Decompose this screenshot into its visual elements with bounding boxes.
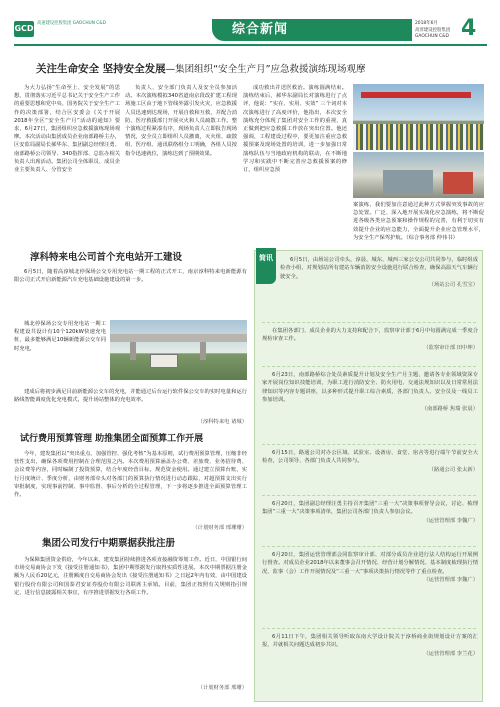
section-title: 综合新闻 [232, 22, 289, 37]
article3-body: 今年，建发集团以“突出重点、加强管控、强化考核”为基本原则，试行费用预算管理，压缩非经营性支出，确保各项费用控制在合理范围之内。本次费用预算涵盖办公费、差旅费、业务招待费、会议费等内容，同时编制了投资预算，结合年度经营目标，规范资金使用。通过建立预算台账，实行月度统计、季度分析，由财务部牵头对各部门的预算执行情况进行动态跟踪，对超预算支出实行审批制度，实现事前控制、事中监督、事后分析的全过程管理，下一步将逐步推进全面预算管理工作。 [14, 451, 247, 499]
article1-col4: 案演练，我们要加注意通过此种方式掌握突发事故的应急处置。广泛、深入地开展实战化应急演练，将不断促进各级各类应急预案和操作规程的完善，有利于切实有效提升企业的应急能力，全面提升企业应急管理水平，为安全生产保驾护航。（综合事务部 仲伟书） [353, 202, 484, 241]
charging-station-photo [110, 320, 247, 380]
article3-source: （计划财务部 邢珊珊） [192, 525, 247, 531]
brief-item-text: 6月23日，南部路桥综合处员素质提升计划及安全生产月主题，邀请各专业领域资深专家开展岗位知识技能培训，为职工进行消防安全、防火用电、交通法规知识以及日常常用法律知识等内容专题讲座，以多种形式提升职工综合素质，各部门负责人、安全员及一线员工参加培训。 [262, 372, 478, 404]
brief-news-tag: 简讯 [256, 248, 276, 284]
brief-item [262, 500, 478, 525]
brief-item-text: 6月20日，集团副总经理汪勇主持召开集团“三重一大”决策事项督导会议，讨论、梳理集团“三重一大”决策事项清单，集团公司各部门负责人参加会议。 [262, 501, 478, 516]
brief-item-source: （南部路桥 焦瑞 张晨） [421, 405, 478, 412]
fire-truck-shape [443, 172, 473, 194]
page-number: 4 [461, 16, 477, 41]
issue-date: 2018年6月 [415, 21, 438, 26]
brief-divider [262, 546, 476, 547]
brief-item [262, 371, 478, 413]
article1-headline [36, 63, 496, 76]
brief-divider [262, 322, 476, 323]
brief-item [262, 327, 478, 352]
bridge-pier-shape [130, 342, 136, 360]
article3-title: 试行费用预算管理 助推集团全面预算工作开展 [20, 434, 204, 444]
logo-caption: 高速建设控股集团 GAOCHUN C&D [37, 21, 106, 26]
bridge-pier-shape-2 [200, 342, 206, 360]
brief-item-source: （运营管理部 李兰花） [423, 650, 478, 657]
brief-item-text: 6月20日，集团运营管理部会同监察审计部、对部分成员企业进行法人结构运行开展例行督查。对成员企业2018年以来董事会召开情况、经营计划分解情况、基本制度梳理执行情况、监事（会）工作开展情况及“三重一大”事项决策执行情况等作了重点检查。 [262, 552, 478, 575]
article1-subtitle: —集团组织“安全生产月”应急救援演练现场观摩 [165, 64, 366, 75]
article1-col3: 成功救出并送医救治。演练圆满结束。演练结束后，郝华东副局长对演练进行了点评，他说：“实在、实用、实效” 三个词对本次演练进行了高度评价，他指出，本次安全演练充分体现了集团对安全工作的重视，真正做到把应急救援工作放在突出位置。他还强调，工程建设过程中，要更加注重应急救援预案及现场处置的培训，进一步加强日常演练队伍与当地政府机构的联动，在不断地学习和实践中不断完善应急救援预案的修订，组织应急预 [243, 85, 347, 174]
article1-col1: 为大力弘扬“生命至上、安全发展”的思想，贯彻落实习近平总书记关于安全生产工作的重要思想和党中央、国务院关于安全生产工作的决策部署，结合区安委会《关于开展2018年全区“安全生产月”活动的通知》要求，6月27日，集团组织应急救援演练现场观摩。本次活动由集团成员企业南部路桥主办，区安监局副局长郝华东、集团副总经理汪勇、南部路桥公司领导、340指挥部、总监办相关负责人出席活动。集团公司全体职员、成员企业主要负责人、分管安全 [14, 85, 120, 174]
brief-item-text: 6月5日，由场站公司牵头，淳晨、城东、城西三家公交公司共同参与，临时组成检查小组，对规划站所有建站车辆消防安全设施进行联合检查，确保高温天气车辆行驶安全。 [280, 257, 478, 280]
brief-item-source: （监察审计部 田中坤） [423, 344, 478, 351]
brief-item-source: （运营管理部 李魏广） [423, 517, 478, 524]
article2-body1: 城北停保场公交专用充电站一期工程建设共设计有10个120kW快速充电桩，最多能够满足10辆新能源公交车同时充电， [14, 321, 106, 352]
article1-title: 关注生命安全 坚持安全发展 [36, 63, 166, 75]
article2-body2: 建成后将初步满足目前新能源公交车的充电，并能通过后台运行软件保公交车的实时电量和运行路线智能调度优化充电模式，提升场站整体的充电效率。 [14, 389, 247, 404]
brief-divider [262, 495, 476, 496]
article2-lead: 6月5日，随着高淳城北停保场公交专用充电站一期工程的正式开工，南京淳科特来电新能源有限公司正式开启新能源汽车充电基础设施建设的第一步。 [14, 269, 247, 284]
brief-item [262, 449, 478, 474]
article2-title: 淳科特来电公司首个充电站开工建设 [30, 252, 183, 263]
vehicle-shape [383, 170, 433, 194]
charger-shape [150, 354, 178, 368]
brief-divider [262, 444, 476, 445]
brief-item [280, 256, 478, 289]
brief-divider [262, 366, 476, 367]
article4-body: 为保障集团资金供给，今年以来，建发集团持续推进各项直接融资筹划工作。近日，中国银行间市场交易商协会下发《接受注册通知书》，集团中期票据发行取得实质性进展。本次中期票据注册金额为人民币20亿元，注册额度自交易商协会发出《接受注册通知书》之日起2年内有效，由中国建设银行股份有限公司和国泰君安证券股份有限公司联席主承销。目前，集团正按照有关规则指引规定，进行信息披露相关事宜，有序推进票据发行各项工作。 [14, 557, 247, 596]
article4-source: （计划财务部 邢珊） [197, 685, 247, 691]
issue-info [415, 21, 461, 41]
brief-divider [262, 628, 476, 629]
crowd-shape [353, 124, 484, 150]
article2-source: （淳科特来电 诸城） [197, 419, 247, 425]
brief-item [262, 633, 478, 658]
drill-photo [353, 84, 484, 150]
header-rule [14, 44, 487, 46]
brief-item-text: 在集团各部门、成员企业的大力支持和配合下，监察审计部于6月中旬圆满完成一季度合规检审查工作。 [262, 328, 478, 343]
brief-item-text: 6月11日下午，集团相关领导听取东南大学设计院关于淳桥商业街规划设计方案的汇报，并就相关问题达成初步共识。 [262, 634, 478, 649]
publisher-en: GAOCHUN C&D [415, 34, 449, 40]
article1-col2: 负责人、安全部门负责人及安全员参加活动。本次演练模拟340省道南京段改扩建工程现场施工区由于地下管线外露引发火灾，应急救援人员迅速到达现场，开展自救和互救，并配合消防、医疗救援部门开展灭火和人员疏散工作。整个演练过程紧凑有序，现场负责人立即报告现场情况，安全员立即组织人员撤离，灭火组、疏散组、医疗组、通讯联络组分工明确，各组人员按指令迅速就位，演练达到了预期效果。 [125, 85, 237, 157]
brief-item-source: （场站公司 孔雪宝） [428, 282, 478, 289]
brief-item [262, 551, 478, 584]
brief-item-source: （运营管理部 李魏广） [423, 577, 478, 584]
brief-item-text: 6月15日，路通公司对办公区域、试验室、设备房、食堂、宿舍等进行端午节前安全大检查，公司领导、各部门负责人共同参与。 [262, 450, 478, 465]
brief-item-source: （路通公司 张太新） [428, 466, 478, 473]
article4-title: 集团公司发行中期票据获批注册 [42, 538, 176, 549]
bridge-shape [110, 334, 247, 342]
publisher-name: 高淳建设控股集团 [415, 27, 451, 33]
drill-banner-shape [361, 92, 471, 98]
drill-photo-2 [353, 152, 484, 198]
company-logo: GCD [14, 21, 34, 37]
